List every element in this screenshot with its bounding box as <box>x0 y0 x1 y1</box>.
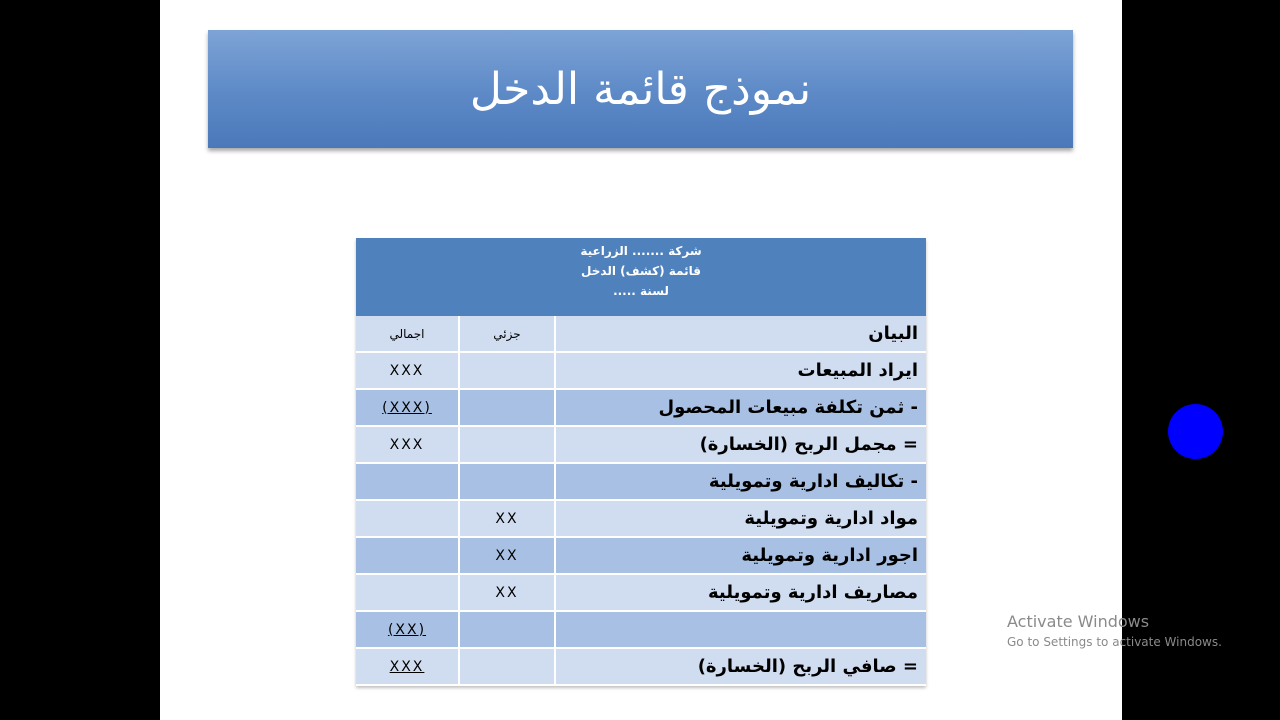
row-partial: XX <box>460 501 556 538</box>
row-partial <box>460 464 556 501</box>
row-total: XXX <box>356 353 460 390</box>
table-row <box>356 464 926 501</box>
row-item: = مجمل الربح (الخسارة) <box>556 427 926 464</box>
statement-year: لسنة ..... <box>613 284 669 298</box>
row-partial: XX <box>460 575 556 612</box>
table-row <box>356 390 926 427</box>
table-row <box>356 427 926 464</box>
row-total: XXX <box>356 427 460 464</box>
column-header-total: اجمالي <box>356 316 460 353</box>
row-item: اجور ادارية وتمويلية <box>556 538 926 575</box>
row-item: مصاريف ادارية وتمويلية <box>556 575 926 612</box>
watermark-title: Activate Windows <box>1007 612 1150 631</box>
table-row <box>356 501 926 538</box>
watermark-subtitle: Go to Settings to activate Windows. <box>1007 635 1222 649</box>
row-total: XXX <box>356 649 460 686</box>
table-row <box>356 353 926 390</box>
statement-header <box>356 238 926 314</box>
income-statement-table <box>356 238 926 686</box>
statement-rows <box>356 316 926 686</box>
pointer-dot <box>1168 404 1223 459</box>
row-total <box>356 501 460 538</box>
activation-watermark <box>1007 612 1222 649</box>
statement-title: قائمة (كشف) الدخل <box>581 264 701 278</box>
row-item <box>556 612 926 649</box>
table-row <box>356 538 926 575</box>
table-row <box>356 575 926 612</box>
row-total: (XXX) <box>356 390 460 427</box>
row-item: - ثمن تكلفة مبيعات المحصول <box>556 390 926 427</box>
row-total <box>356 575 460 612</box>
row-item: = صافي الربح (الخسارة) <box>556 649 926 686</box>
row-partial <box>460 353 556 390</box>
row-total <box>356 464 460 501</box>
table-row <box>356 649 926 686</box>
table-row <box>356 612 926 649</box>
column-header-partial: جزئي <box>460 316 556 353</box>
row-partial <box>460 612 556 649</box>
row-item: - تكاليف ادارية وتمويلية <box>556 464 926 501</box>
column-header-item: البيان <box>556 316 926 353</box>
row-total: (XX) <box>356 612 460 649</box>
row-item: مواد ادارية وتمويلية <box>556 501 926 538</box>
slide <box>160 0 1122 720</box>
table-header-row <box>356 316 926 353</box>
row-partial <box>460 649 556 686</box>
row-partial: XX <box>460 538 556 575</box>
company-name: شركة ....... الزراعية <box>580 244 702 258</box>
row-total <box>356 538 460 575</box>
title-banner <box>208 30 1073 148</box>
row-item: ايراد المبيعات <box>556 353 926 390</box>
slide-title: نموذج قائمة الدخل <box>469 63 812 115</box>
row-partial <box>460 390 556 427</box>
row-partial <box>460 427 556 464</box>
